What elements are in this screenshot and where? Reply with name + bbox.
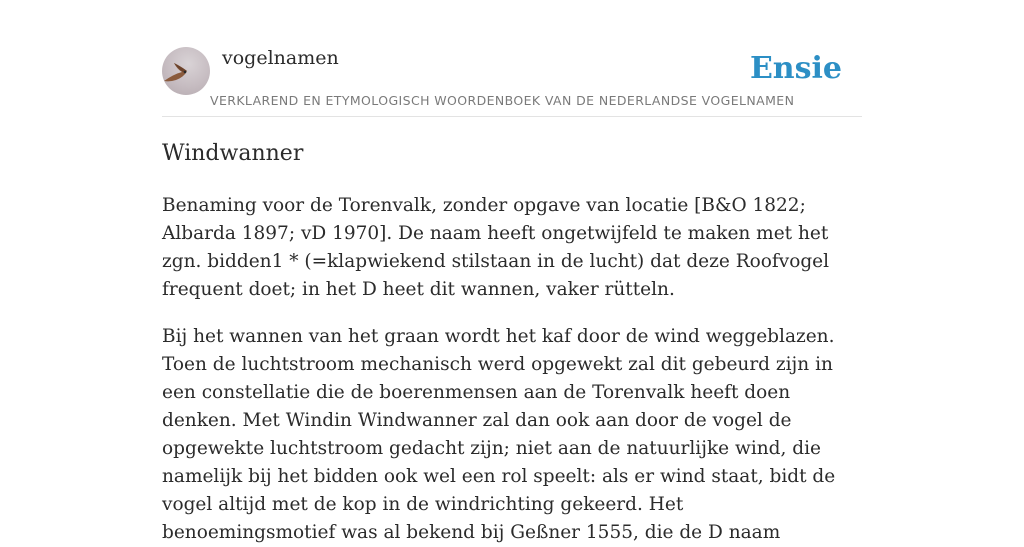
site-name[interactable]: vogelnamen bbox=[222, 47, 339, 69]
header bbox=[162, 0, 862, 117]
entry-paragraph: Bij het wannen van het graan wordt het kaf door de wind weggeblazen. Toen de luchtstroom mechanisch werd opgewekt zal dit gebeurd zijn in een constellatie die de boerenmensen aan de Torenvalk heeft doen denken. Met Windin Windwanner zal dan ook aan door de vogel de opgewekte luchtstroom gedacht zijn; niet aan de natuurlijke wind, die namelijk bij het bidden ook wel een rol speelt: als er wind staat, bidt de vogel altijd met de kop in de windrichting gekeerd. Het benoemingsmotief was al bekend bij Geßner 1555, die de D naam bbox=[162, 326, 836, 543]
kestrel-photo-icon bbox=[162, 47, 210, 95]
entry-content bbox=[162, 138, 862, 547]
entry-paragraph: Benaming voor de Torenvalk, zonder opgave van locatie [B&O 1822; Albarda 1897; vD 1970]. De naam heeft ongetwijfeld te maken met het zgn. bidden1 * (=klapwiekend stilstaan in de lucht) dat deze Roofvogel frequent doet; in het D heet dit wannen, vaker rütteln. bbox=[162, 195, 830, 300]
entry-title: Windwanner bbox=[162, 141, 304, 166]
ensie-logo[interactable]: Ensie bbox=[749, 51, 842, 86]
site-tagline: VERKLAREND EN ETYMOLOGISCH WOORDENBOEK VAN DE NEDERLANDSE VOGELNAMEN bbox=[210, 93, 795, 108]
avatar[interactable] bbox=[162, 47, 210, 95]
